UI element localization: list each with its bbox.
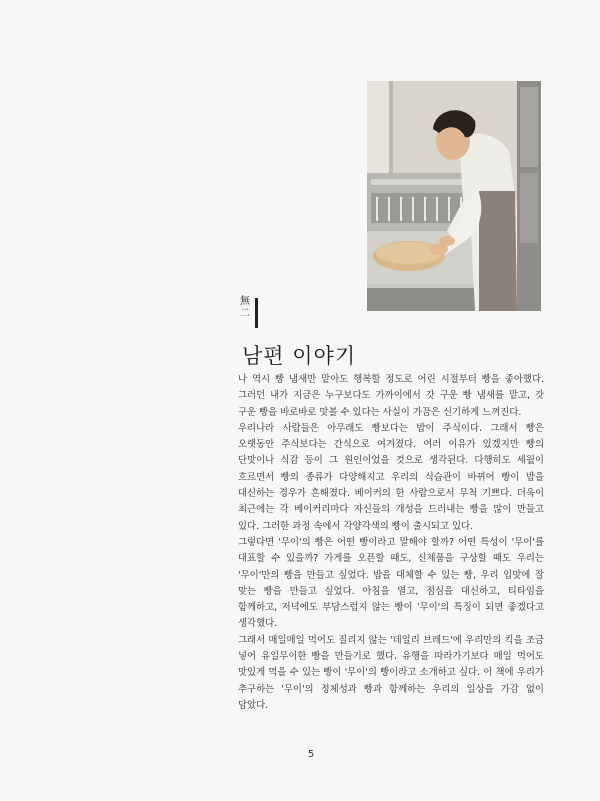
paragraph: 나 역시 빵 냄새만 맡아도 행복할 정도로 어린 시절부터 빵을 좋아했다. 그러던 내가 지금은 누구보다도 가까이에서 갓 구운 빵 냄새를 맡고, 갓 구운 빵을 바로바로 맛볼 수 있다는 사실이 가끔은 신기하게 느껴진다. — [238, 374, 544, 418]
paragraph: 그래서 매일매일 먹어도 질리지 않는 '데일리 브레드'에 우리만의 킥을 조금 넣어 유일무이한 빵을 만들기로 했다. 유행을 따라가기보다 매일 먹어도 맛있게 먹을 수 있는 빵이 '무이'의 빵이라고 소개하고 싶다. 이 책에 우리가 추구하는 '무이'의 정체성과 빵과 함께하는 우리의 일상을 가감 없이 담았다. — [238, 634, 544, 711]
seal-logo — [238, 296, 260, 330]
seal-divider — [255, 298, 258, 328]
section-title: 남편 이야기 — [242, 344, 357, 368]
paragraph: 우리나라 사람들은 아무래도 빵보다는 밥이 주식이다. 그래서 빵은 오랫동안 주식보다는 간식으로 여겨졌다. 여러 이유가 있겠지만 빵의 단맛이나 식감 등이 그 원인이었을 것으로 생각된다. 다행히도 세월이 흐르면서 빵의 종류가 다양해지고 우리의 식습관이 바뀌어 빵이 밥을 대신하는 경우가 흔해졌다. 베이커의 한 사람으로서 무척 기쁘다. 더욱이 최근에는 각 베이커리마다 자신들의 개성을 드러내는 빵을 많이 만들고 있다. 그러한 과정 속에서 각양각색의 빵이 출시되고 있다. — [238, 422, 544, 532]
page-number: 5 — [307, 749, 315, 760]
paragraph: 그렇다면 '무이'의 빵은 어떤 빵이라고 말해야 할까? 어떤 특성이 '무이'를 대표할 수 있을까? 가게를 오픈할 때도, 신제품을 구상할 때도 우리는 '무이'만의 빵을 만들고 싶었다. 밥을 대체할 수 있는 빵, 우리 입맛에 잘 맞는 빵을 만들고 싶었다. 아침을 열고, 점심을 대신하고, 티타임을 함께하고, 저녁에도 부담스럽지 않는 빵이 '무이'의 특징이 되면 좋겠다고 생각했다. — [238, 536, 544, 630]
baker-photo — [367, 81, 541, 311]
body-text — [238, 372, 544, 714]
seal-chars: 無二 — [240, 296, 250, 319]
